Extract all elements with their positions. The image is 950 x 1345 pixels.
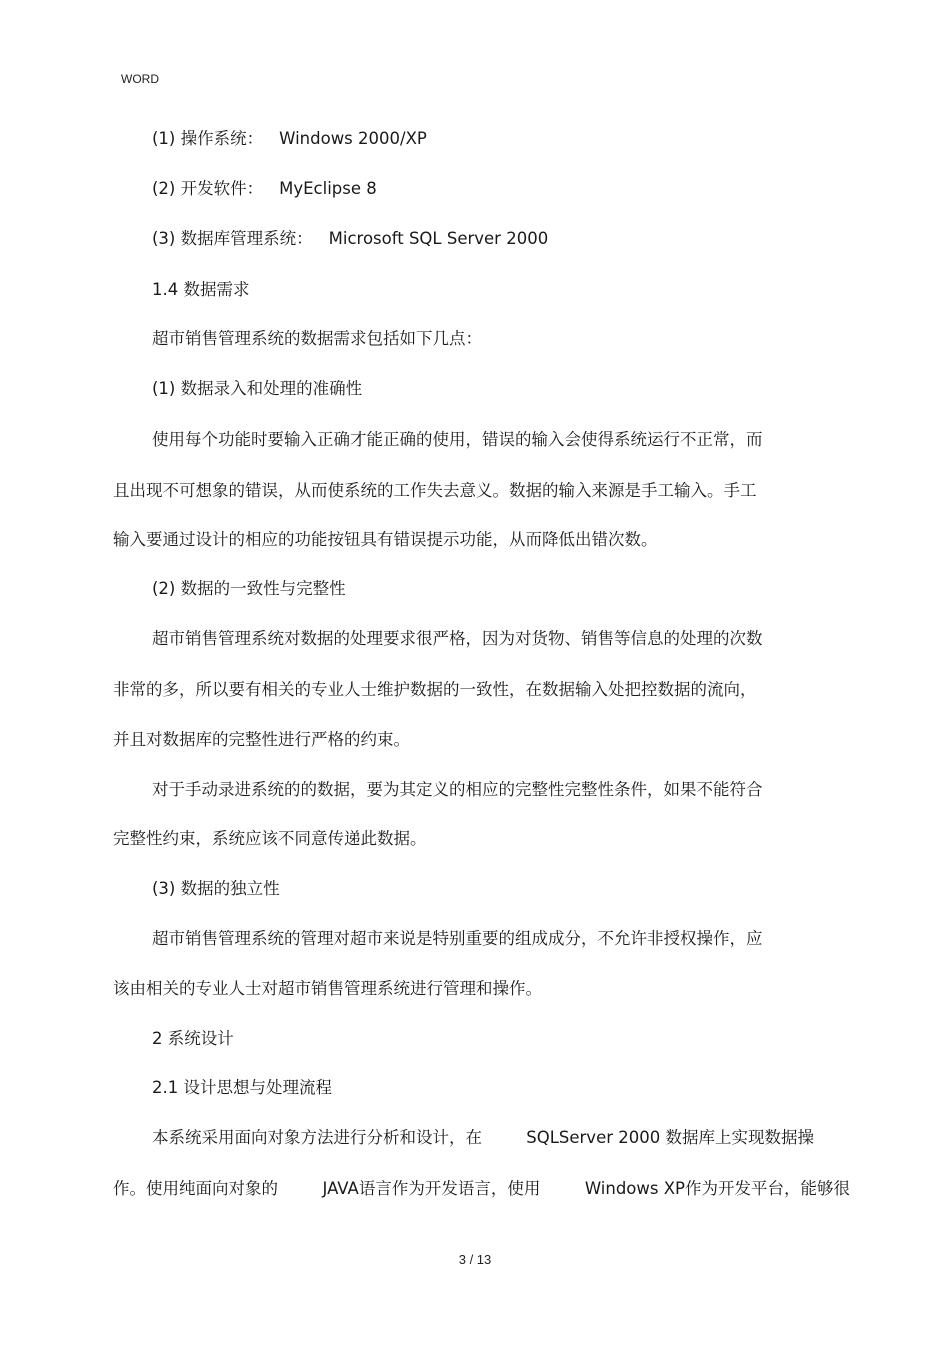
paragraph-line: 对于手动录进系统的的数据，要为其定义的相应的完整性完整性条件，如果不能符合 (152, 780, 763, 799)
paragraph-line (113, 1178, 850, 1200)
section-heading-1-4: 1.4 数据需求 (152, 280, 250, 299)
env-item-value: MyEclipse 8 (279, 179, 377, 198)
subsection-title-accuracy: (1) 数据录入和处理的准确性 (152, 379, 363, 398)
text-segment: JAVA语言作为开发语言，使用 (322, 1179, 541, 1198)
env-item-label: (1) 操作系统： (152, 129, 264, 148)
section-heading-2: 2 系统设计 (152, 1029, 234, 1048)
section-intro: 超市销售管理系统的数据需求包括如下几点： (152, 329, 482, 348)
text-segment: Windows XP作为开发平台，能够很 (584, 1179, 850, 1198)
text-segment: 本系统采用面向对象方法进行分析和设计，在 (152, 1128, 482, 1147)
env-item-value: Microsoft SQL Server 2000 (328, 229, 549, 248)
paragraph-line: 输入要通过设计的相应的功能按钮具有错误提示功能，从而降低出错次数。 (113, 530, 658, 549)
env-item-os (152, 128, 427, 150)
subsection-title-consistency: (2) 数据的一致性与完整性 (152, 579, 346, 598)
env-item-label: (3) 数据库管理系统： (152, 229, 313, 248)
page-number: 3 / 13 (458, 1252, 492, 1267)
section-heading-2-1: 2.1 设计思想与处理流程 (152, 1078, 332, 1097)
paragraph-line: 超市销售管理系统的管理对超市来说是特别重要的组成成分，不允许非授权操作，应 (152, 929, 763, 948)
paragraph-line: 且出现不可想象的错误，从而使系统的工作失去意义。数据的输入来源是手工输入。手工 (113, 481, 757, 500)
env-item-value: Windows 2000/XP (279, 129, 427, 148)
running-header: WORD (121, 72, 159, 86)
paragraph-line: 该由相关的专业人士对超市销售管理系统进行管理和操作。 (113, 979, 542, 998)
text-segment: 作。使用纯面向对象的 (113, 1179, 278, 1198)
env-item-label: (2) 开发软件： (152, 179, 264, 198)
subsection-title-independence: (3) 数据的独立性 (152, 879, 280, 898)
paragraph-line: 完整性约束，系统应该不同意传递此数据。 (113, 829, 427, 848)
text-segment: SQLServer 2000 数据库上实现数据操 (526, 1128, 814, 1147)
paragraph-line: 超市销售管理系统对数据的处理要求很严格，因为对货物、销售等信息的处理的次数 (152, 629, 763, 648)
paragraph-line (152, 1127, 814, 1149)
env-item-software (152, 178, 377, 200)
env-item-dbms (152, 228, 548, 250)
paragraph-line: 并且对数据库的完整性进行严格的约束。 (113, 730, 410, 749)
paragraph-line: 使用每个功能时要输入正确才能正确的使用，错误的输入会使得系统运行不正常，而 (152, 430, 763, 449)
paragraph-line: 非常的多，所以要有相关的专业人士维护数据的一致性，在数据输入处把控数据的流向， (113, 680, 757, 699)
